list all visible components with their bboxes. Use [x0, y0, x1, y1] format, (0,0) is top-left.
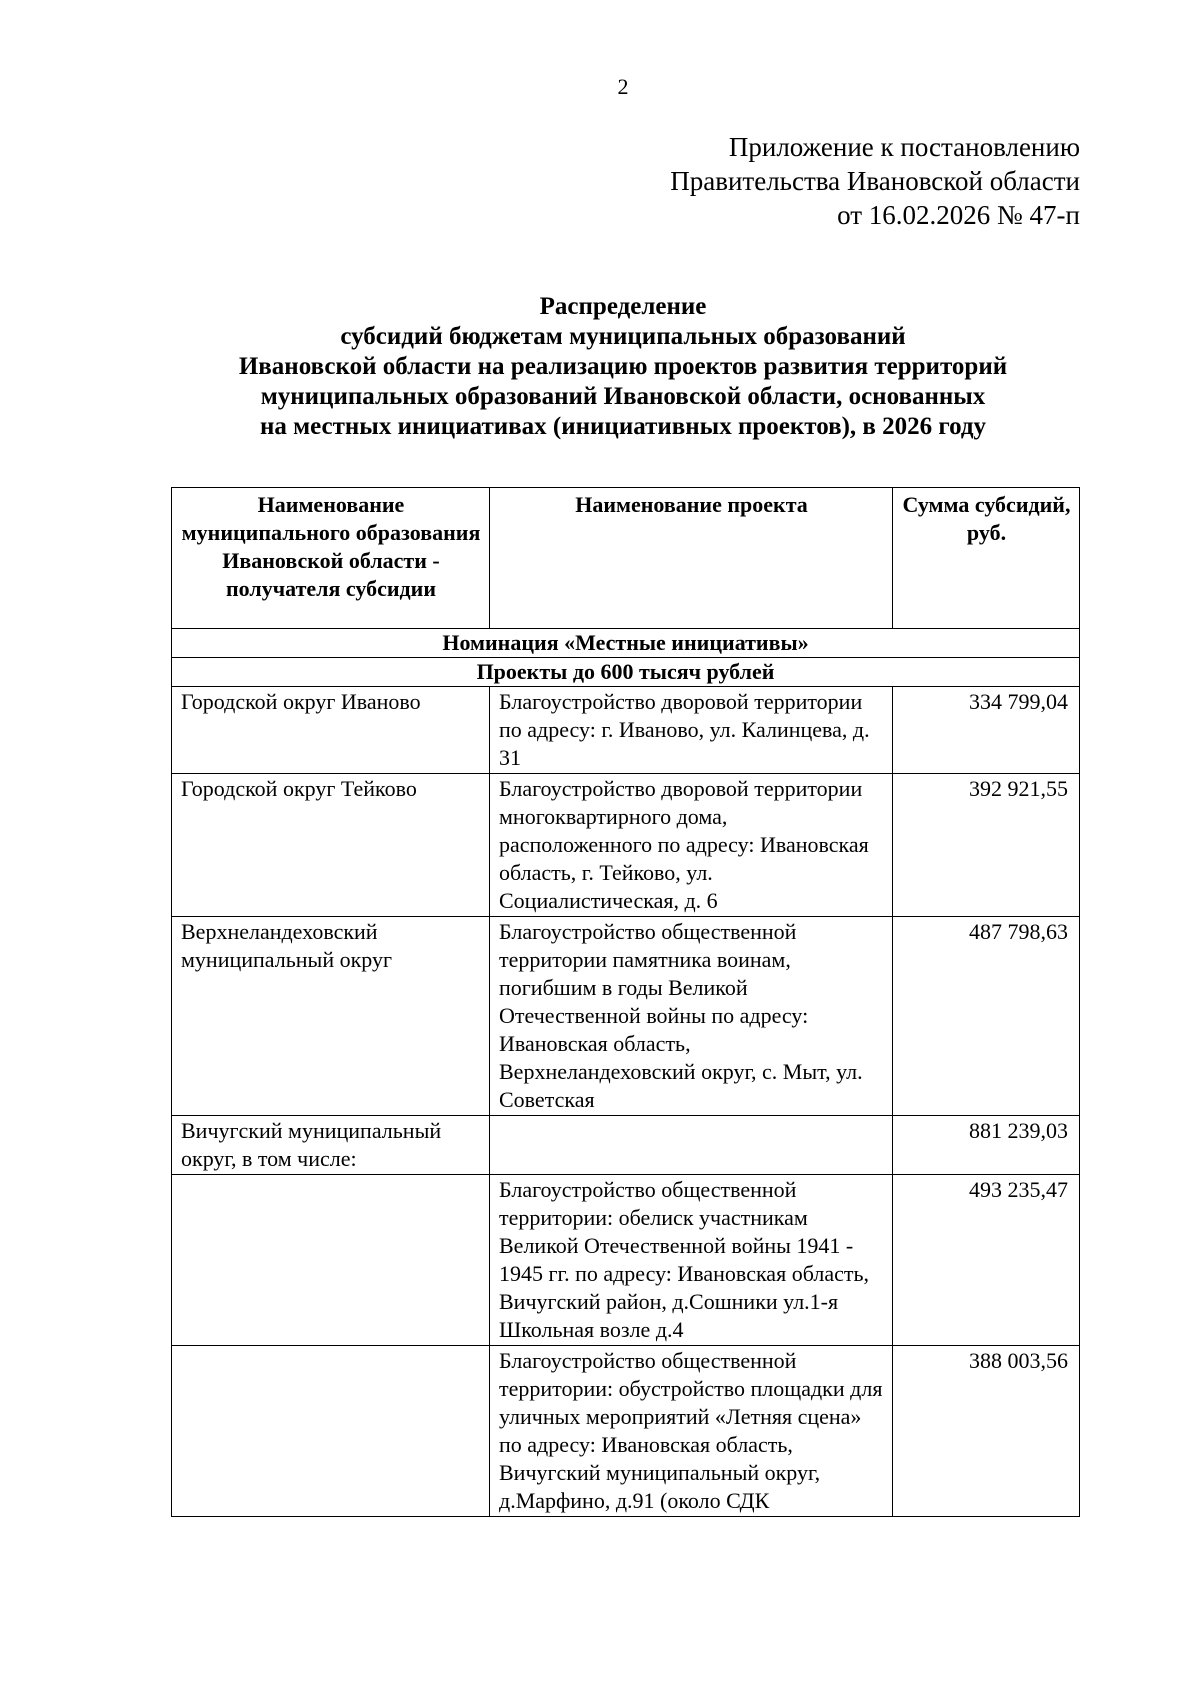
cell-amount: 487 798,63	[893, 917, 1080, 1116]
table-row	[172, 687, 1080, 774]
appendix-block	[670, 130, 1080, 232]
cell-project	[490, 1116, 893, 1175]
cell-project: Благоустройство общественной территории: обелиск участникам Великой Отечественной войны 1941 - 1945 гг. по адресу: Ивановская область, Вичугский район, д.Сошники ул.1-я Школьная возле д.4	[490, 1175, 893, 1346]
category-title: Проекты до 600 тысяч рублей	[172, 658, 1080, 687]
title-line: на местных инициативах (инициативных проектов), в 2026 году	[259, 413, 987, 440]
cell-municipality	[172, 1175, 490, 1346]
appendix-line: Правительства Ивановской области	[670, 166, 1080, 196]
title-line: муниципальных образований Ивановской области, основанных	[260, 383, 986, 410]
header-municipality: Наименование муниципального образования Ивановской области - получателя субсидии	[172, 488, 490, 629]
cell-project: Благоустройство дворовой территории по адресу: г. Иваново, ул. Калинцева, д. 31	[490, 687, 893, 774]
title-line: Распределение	[539, 293, 707, 320]
table-row	[172, 917, 1080, 1116]
table-row	[172, 1346, 1080, 1517]
cell-municipality	[172, 1346, 490, 1517]
cell-municipality: Вичугский муниципальный округ, в том числе:	[172, 1116, 490, 1175]
cell-project: Благоустройство общественной территории памятника воинам, погибшим в годы Великой Отечественной войны по адресу: Ивановская область, Верхнеландеховский округ, с. Мыт, ул. Советская	[490, 917, 893, 1116]
table-row	[172, 1175, 1080, 1346]
cell-municipality: Городской округ Иваново	[172, 687, 490, 774]
document-title	[0, 292, 1200, 442]
header-project: Наименование проекта	[490, 488, 893, 629]
table-row	[172, 1116, 1080, 1175]
cell-project: Благоустройство дворовой территории многоквартирного дома, расположенного по адресу: Ивановская область, г. Тейково, ул. Социалистическая, д. 6	[490, 774, 893, 917]
subsidies-table	[171, 487, 1080, 1517]
appendix-line: Приложение к постановлению	[728, 132, 1080, 162]
category-row	[172, 658, 1080, 687]
title-line: субсидий бюджетам муниципальных образований	[340, 323, 906, 350]
page-number: 2	[617, 74, 629, 99]
cell-municipality: Верхнеландеховский муниципальный округ	[172, 917, 490, 1116]
cell-municipality: Городской округ Тейково	[172, 774, 490, 917]
appendix-line: от 16.02.2026 № 47-п	[837, 200, 1080, 230]
cell-amount: 334 799,04	[893, 687, 1080, 774]
cell-amount: 392 921,55	[893, 774, 1080, 917]
cell-amount: 881 239,03	[893, 1116, 1080, 1175]
table-row	[172, 774, 1080, 917]
nomination-title: Номинация «Местные инициативы»	[172, 629, 1080, 658]
cell-project: Благоустройство общественной территории: обустройство площадки для уличных мероприятий «Летняя сцена» по адресу: Ивановская область, Вичугский муниципальный округ, д.Марфино, д.91 (около СДК	[490, 1346, 893, 1517]
table-header-row	[172, 488, 1080, 629]
title-line: Ивановской области на реализацию проектов развития территорий	[238, 353, 1008, 380]
cell-amount: 493 235,47	[893, 1175, 1080, 1346]
nomination-row	[172, 629, 1080, 658]
cell-amount: 388 003,56	[893, 1346, 1080, 1517]
header-amount: Сумма субсидий, руб.	[893, 488, 1080, 629]
